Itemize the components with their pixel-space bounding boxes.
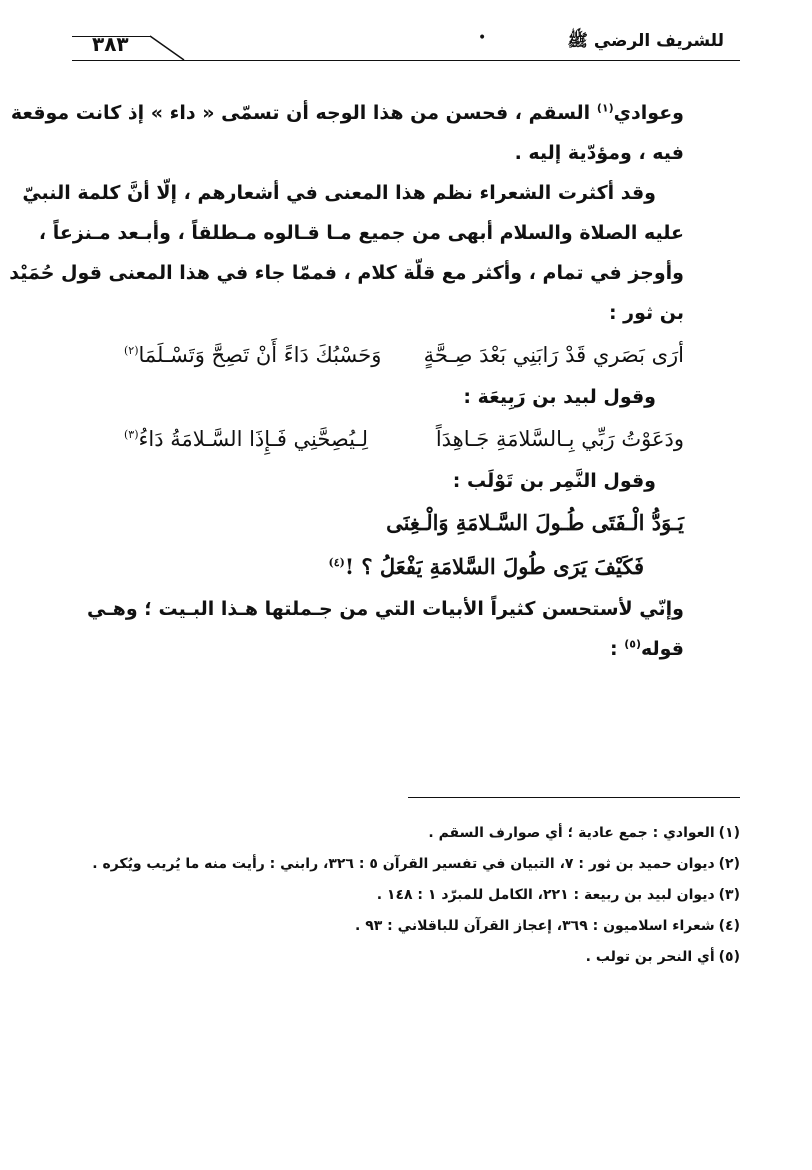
text-line: وأوجز في تمام ، وأكثر مع قلّة كلام ، فممّا جاء في هذا المعنى قول حُمَيْد bbox=[9, 262, 684, 284]
footnote-ref: (٢) bbox=[124, 344, 139, 357]
text-line: قوله$^{(٥)}$ : bbox=[609, 637, 684, 660]
verse-2-second-hemistich: لِـيُصِحَّنِي فَـإِذَا السَّـلامَةُ دَاءُ$^{(٣)}$ bbox=[124, 427, 369, 451]
footnote-1: (١)العوادي : جمع عادية ؛ أي صوارف السقم . bbox=[428, 825, 740, 841]
text-line: بن ثور : bbox=[608, 302, 684, 324]
header-rule bbox=[72, 60, 740, 61]
header-tab-line bbox=[72, 36, 150, 61]
header-dot: • bbox=[478, 30, 487, 46]
footnote-separator bbox=[408, 797, 740, 798]
main-text bbox=[9, 93, 684, 669]
text-line: وعوادي$^{(١)}$ السقم ، فحسن من هذا الوجه أن تسمّى « داء » إذ كانت موقعة bbox=[10, 101, 684, 124]
verse-1-second-hemistich: وَحَسْبُكَ دَاءً أَنْ تَصِحَّ وَتَسْـلَمَا$^{(٢)}$ bbox=[124, 343, 382, 367]
verse-3-second-hemistich: فَكَيْفَ يَرَى طُولَ السَّلامَةِ يَفْعَلُ ؟ !$^{(٤)}$ bbox=[328, 554, 644, 579]
footnote-2: (٢)ديوان حميد بن ثور : ٧، التبيان في تفسير القرآن ٥ : ٣٢٦، رابني : رأيت منه ما يُريب ويُكره . bbox=[92, 856, 740, 872]
verse-2-first-hemistich: ودَعَوْتُ رَبِّي بِـالسَّلامَةِ جَـاهِدَاً bbox=[435, 427, 684, 451]
verse-intro-3: وقول النَّمِر بن تَوْلَب : bbox=[452, 470, 656, 492]
header-tab-slant bbox=[150, 36, 184, 60]
verse-2 bbox=[124, 417, 684, 461]
verse-intro-2: وقول لبيد بن رَبِيعَة : bbox=[463, 386, 656, 408]
verse-3-first-hemistich: يَـوَدُّ الْـفَتَى طُـولَ السَّـلامَةِ وَالْـغِنَى bbox=[386, 510, 684, 535]
text-line: وإنّي لأستحسن كثيراً الأبيات التي من جـملتها هـذا البـيت ؛ وهـي bbox=[86, 598, 684, 620]
footnote-ref: (١) bbox=[596, 101, 614, 115]
footnote-ref: (٥) bbox=[624, 637, 641, 651]
footnote-3: (٣)ديوان لبيد بن ربيعة : ٢٢١، الكامل للمبرّد ١ : ١٤٨ . bbox=[376, 887, 740, 903]
text-line: عليه الصلاة والسلام أبهى من جميع مـا قـالوه مـطلقاً ، وأبـعد مـنزعاً ، bbox=[38, 222, 684, 244]
running-title: للشريف الرضي ﷺ bbox=[567, 31, 724, 51]
footnote-5: (٥)أي النحر بن تولب . bbox=[585, 949, 740, 965]
footnote-4: (٤)شعراء اسلاميون : ٣٦٩، إعجاز القرآن للباقلاني : ٩٣ . bbox=[355, 918, 740, 934]
footnote-ref: (٣) bbox=[124, 428, 139, 441]
footnotes bbox=[92, 818, 740, 973]
verse-1 bbox=[124, 333, 684, 377]
verse-1-first-hemistich: أرَى بَصَري قَدْ رَابَنِي بَعْدَ صِـحَّةٍ bbox=[423, 343, 684, 367]
text-line: فيه ، ومؤدّية إليه . bbox=[514, 142, 684, 164]
page-number: ٣٨٣ bbox=[92, 32, 129, 56]
text-line: وقد أكثرت الشعراء نظم هذا المعنى في أشعارهم ، إلّا أنَّ كلمة النبيّ bbox=[22, 182, 656, 204]
footnote-ref: (٤) bbox=[328, 556, 345, 569]
